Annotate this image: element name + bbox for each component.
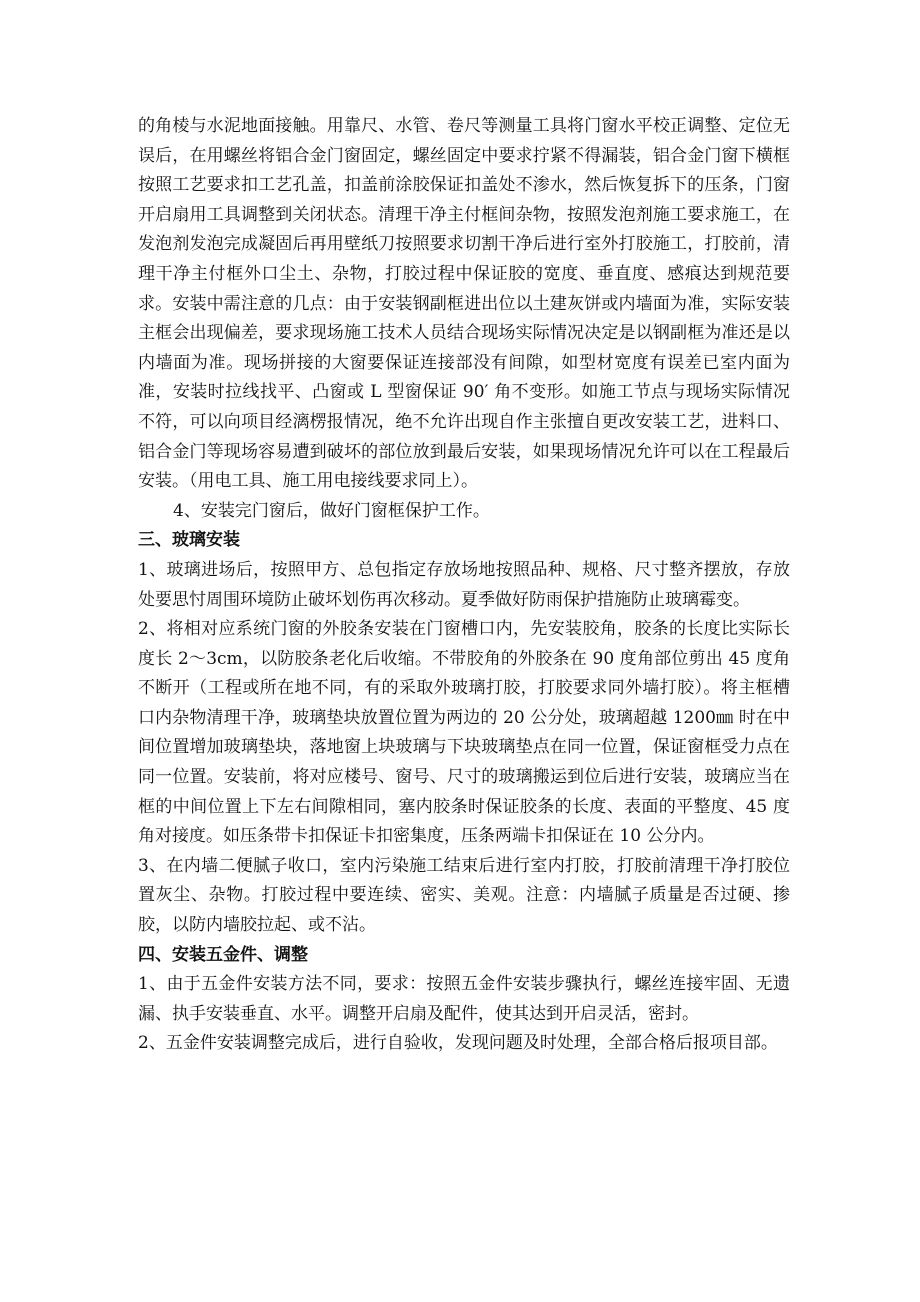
paragraph-glass-2: 2、将相对应系统门窗的外胶条安装在门窗槽口内，先安装胶角，胶条的长度比实际长度长 2～3cm，以防胶条老化后收缩。不带胶角的外胶条在 90 度角部位剪出 45 度角不断开（工程或所在地不同，有的采取外玻璃打胶，打胶要求同外墙打胶）。将主框槽口内杂物清理干净，玻璃垫块放置位置为两边的 20 公分处，玻璃超越 1200㎜ 时在中间位置增加玻璃垫块，落地窗上块玻璃与下块玻璃垫点在同一位置，保证窗框受力点在同一位置。安装前，将对应楼号、窗号、尺寸的玻璃搬运到位后进行安装，玻璃应当在框的中间位置上下左右间隙相同，塞内胶条时保证胶条的长度、表面的平整度、45 度角对接度。如压条带卡扣保证卡扣密集度，压条两端卡扣保证在 10 公分内。: [138, 619, 790, 847]
paragraph-installation-continued: 的角棱与水泥地面接触。用靠尺、水管、卷尺等测量工具将门窗水平校正调整、定位无误后，在用螺丝将铝合金门窗固定，螺丝固定中要求拧紧不得漏装，铝合金门窗下横框按照工艺要求扣工艺孔盖，扣盖前涂胶保证扣盖处不渗水，然后恢复拆下的压条，门窗开启扇用工具调整到关闭状态。清理干净主付框间杂物，按照发泡剂施工要求施工，在发泡剂发泡完成凝固后再用壁纸刀按照要求切割干净后进行室外打胶施工，打胶前，清理干净主付框外口尘土、杂物，打胶过程中保证胶的宽度、垂直度、感痕达到规范要求。安装中需注意的几点：由于安装钢副框进出位以土建灰饼或内墙面为准，实际安装主框会出现偏差，要求现场施工技术人员结合现场实际情况决定是以钢副框为准还是以内墙面为准。现场拼接的大窗要保证连接部没有间隙，如型材宽度有误差已室内面为准，安装时拉线找平、凸窗或 L 型窗保证 90′ 角不变形。如施工节点与现场实际情况不符，可以向项目经漓楞报情况，绝不允许出现自作主张擅自更改安装工艺，进料口、铝合金门等现场容易遭到破坏的部位放到最后安装，如果现场情况允许可以在工程最后安装。（用电工具、施工用电接线要求同上）。: [138, 116, 790, 492]
paragraph-step-4: 4、安装完门窗后，做好门窗框保护工作。: [173, 500, 490, 521]
paragraph-hardware-1: 1、由于五金件安装方法不同，要求：按照五金件安装步骤执行，螺丝连接牢固、无遗漏、执手安装垂直、水平。调整开启扇及配件，使其达到开启灵活，密封。: [138, 974, 790, 1024]
paragraph-glass-3: 3、在内墙二便腻子收口，室内污染施工结束后进行室内打胶，打胶前清理干净打胶位置灰尘、杂物。打胶过程中要连续、密实、美观。注意：内墙腻子质量是否过硬、掺胶，以防内墙胶拉起、或不沾。: [138, 855, 790, 936]
section-heading-glass-installation: 三、玻璃安装: [138, 530, 240, 551]
paragraph-glass-1: 1、玻璃进场后，按照甲方、总包指定存放场地按照品种、规格、尺寸整齐摆放，存放处要思忖周围环境防止破坏划伤再次移动。夏季做好防雨保护措施防止玻璃霉变。: [138, 559, 790, 610]
paragraph-hardware-2: 2、五金件安装调整完成后，进行自验收，发现问题及时处理，全部合格后报项目部。: [138, 1033, 778, 1054]
section-heading-hardware: 四、安装五金件、调整: [138, 944, 308, 965]
